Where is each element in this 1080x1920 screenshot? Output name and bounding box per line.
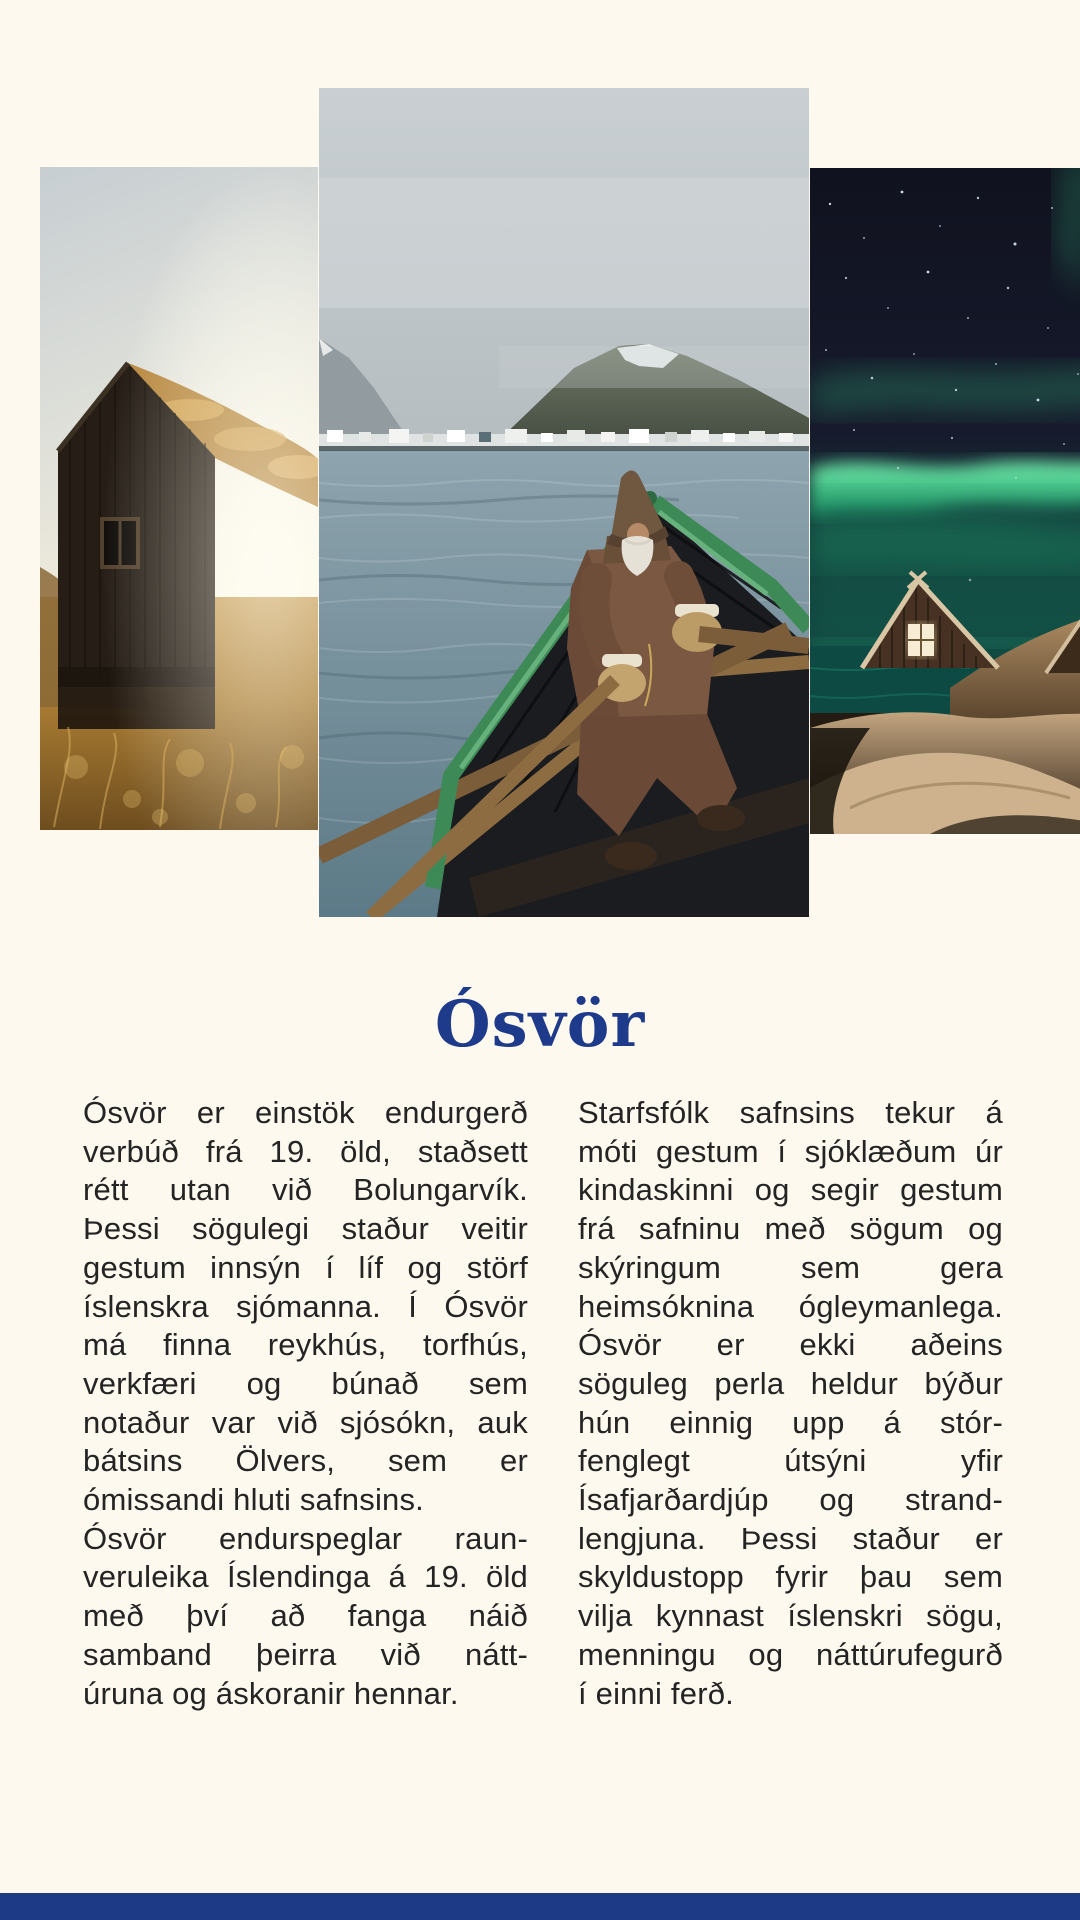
text-line: skyldustopp fyrir þau sem [578, 1559, 1003, 1595]
article-column-left [83, 1094, 528, 1713]
text-line: heimsóknina ógleymanlega. [578, 1288, 1003, 1324]
paragraph [83, 1094, 528, 1520]
text-line: í einni ferð. [578, 1675, 734, 1711]
text-line: kindaskinni og segir gestum [578, 1172, 1003, 1208]
photo-turf-house [40, 167, 318, 830]
text-line: vilja kynnast íslenskri sögu, [578, 1598, 1003, 1634]
text-line: íslenskra sjómanna. Í Ósvör [83, 1288, 528, 1324]
text-line: notaður var við sjósókn, auk [83, 1404, 528, 1440]
text-line: Ísafjarðardjúp og strand- [578, 1482, 1003, 1518]
text-line: móti gestum í sjóklæðum úr [578, 1133, 1003, 1169]
text-line: með því að fanga náið [83, 1598, 528, 1634]
page-title: Ósvör [434, 986, 646, 1062]
paragraph [578, 1094, 1003, 1713]
text-line: úruna og áskoranir hennar. [83, 1675, 459, 1711]
text-line: gestum innsýn í líf og störf [83, 1249, 528, 1285]
text-line: Ósvör er einstök endurgerð [83, 1095, 528, 1130]
aurora-illustration [810, 168, 1080, 834]
text-line: hún einnig upp á stór- [578, 1404, 1003, 1440]
text-line: veruleika Íslendinga á 19. öld [83, 1559, 528, 1595]
text-line: verbúð frá 19. öld, staðsett [83, 1133, 528, 1169]
text-line: menningu og náttúrufegurð [578, 1636, 1003, 1672]
text-line: Ósvör er ekki aðeins [578, 1327, 1003, 1363]
text-line: söguleg perla heldur býður [578, 1365, 1003, 1401]
photo-fisherman-rowing [319, 88, 809, 917]
footer-accent-bar [0, 1893, 1080, 1920]
text-line: Starfsfólk safnsins tekur á [578, 1095, 1003, 1130]
text-line: lengjuna. Þessi staður er [578, 1520, 1003, 1556]
text-line: samband þeirra við nátt- [83, 1636, 528, 1672]
snow-dunes [810, 712, 1080, 834]
photo-northern-lights [810, 168, 1080, 834]
text-line: rétt utan við Bolungarvík. [83, 1172, 528, 1208]
paragraph [83, 1520, 528, 1714]
text-line: skýringum sem gera [578, 1249, 1003, 1285]
text-line: frá safninu með sögum og [578, 1211, 1003, 1247]
fisherman-rowing-illustration [319, 88, 809, 917]
text-line: bátsins Ölvers, sem er [83, 1443, 528, 1479]
text-line: Ósvör endurspeglar raun- [83, 1520, 528, 1556]
text-line: fenglegt útsýni yfir [578, 1443, 1003, 1479]
text-line: ómissandi hluti safnsins. [83, 1482, 424, 1518]
article-column-right [578, 1094, 1003, 1713]
foreground-grass [40, 167, 318, 830]
text-line: Þessi sögulegi staður veitir [83, 1211, 528, 1247]
turf-house-illustration [40, 167, 318, 830]
text-line: verkfæri og búnað sem [83, 1365, 528, 1401]
text-line: má finna reykhús, torfhús, [83, 1327, 528, 1363]
